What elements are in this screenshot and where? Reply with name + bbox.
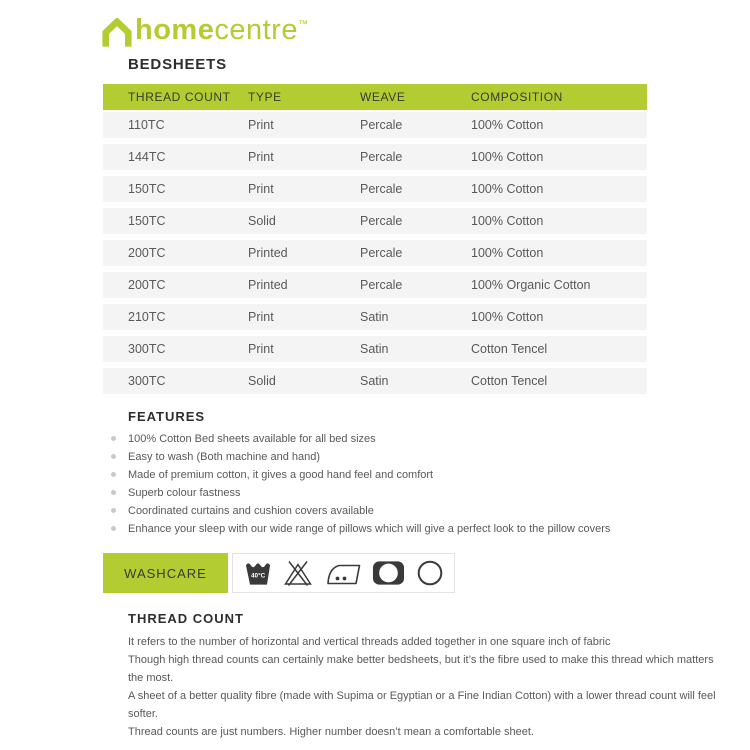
col-header-thread-count: THREAD COUNT [128,90,231,104]
col-header-composition: COMPOSITION [471,90,563,104]
cell-weave: Percale [360,182,403,196]
thread-count-paragraph: Though high thread counts can certainly make better bedsheets, but it’s the fibre used to make this thread which matters the most. [128,654,714,684]
bullet-icon [111,436,116,441]
thread-count-title: THREAD COUNT [128,611,244,626]
thread-count-body [103,633,728,741]
table-row [103,240,647,266]
bullet-icon [111,454,116,459]
cell-type: Print [248,118,274,132]
cell-type: Printed [248,246,288,260]
cell-composition: 100% Cotton [471,150,544,164]
dry-clean-icon [417,560,443,586]
cell-type: Solid [248,214,276,228]
cell-composition: 100% Cotton [471,310,544,324]
cell-weave: Satin [360,310,389,324]
cell-thread-count: 110TC [128,118,165,132]
brand-logo [101,15,308,52]
cell-thread-count: 200TC [128,278,166,292]
cell-weave: Percale [360,118,403,132]
thread-count-paragraph: Thread counts are just numbers. Higher number doesn’t mean a comfortable sheet. [128,726,534,738]
cell-composition: 100% Cotton [471,118,544,132]
house-icon [101,18,133,47]
cell-weave: Percale [360,150,403,164]
table-row [103,304,647,330]
list-item [103,466,728,484]
list-item [103,448,728,466]
bullet-icon [111,472,116,477]
brand-name-home: home [135,14,215,46]
cell-type: Printed [248,278,288,292]
washcare-icons-box [232,553,455,593]
table-row [103,272,647,298]
bullet-icon [111,490,116,495]
list-item [103,520,728,538]
brand-name-centre: centre [214,14,298,46]
table-row [103,336,647,362]
feature-text: Coordinated curtains and cushion covers available [128,505,374,517]
page-title: BEDSHEETS [128,56,227,73]
col-header-weave: WEAVE [360,90,406,104]
cell-weave: Percale [360,278,403,292]
washcare-section [103,553,455,593]
list-item [103,430,728,448]
cell-composition: 100% Cotton [471,214,544,228]
table-row [103,112,647,138]
cell-composition: 100% Cotton [471,182,544,196]
cell-type: Solid [248,374,276,388]
iron-icon [325,561,361,586]
bullet-icon [111,526,116,531]
features-title: FEATURES [128,409,206,424]
cell-thread-count: 300TC [128,374,166,388]
thread-count-paragraph: It refers to the number of horizontal and vertical threads added together in one square inch of fabric [128,636,611,648]
feature-text: Superb colour fastness [128,487,241,499]
cell-composition: 100% Cotton [471,246,544,260]
trademark-symbol: ™ [297,19,309,30]
cell-type: Print [248,342,274,356]
thread-count-section [103,611,728,741]
cell-thread-count: 300TC [128,342,166,356]
feature-text: Made of premium cotton, it gives a good hand feel and comfort [128,469,434,481]
tumble-dry-icon [372,560,405,586]
list-item [103,502,728,520]
features-list [103,430,728,538]
cell-composition: Cotton Tencel [471,342,548,356]
cell-thread-count: 200TC [128,246,166,260]
table-row [103,368,647,394]
table-row [103,176,647,202]
cell-composition: Cotton Tencel [471,374,548,388]
col-header-type: TYPE [248,90,282,104]
cell-type: Print [248,150,274,164]
thread-count-paragraph: A sheet of a better quality fibre (made with Supima or Egyptian or a Fine Indian Cotton) with a lower thread count will feel softer. [128,690,716,720]
wash-40c-icon [245,560,272,586]
table-header-row [103,84,647,110]
brand-name [135,15,308,52]
bullet-icon [111,508,116,513]
feature-text: 100% Cotton Bed sheets available for all bed sizes [128,433,376,445]
bedsheets-spec-table [103,84,647,394]
table-row [103,208,647,234]
cell-thread-count: 150TC [128,214,166,228]
cell-weave: Satin [360,374,389,388]
cell-weave: Satin [360,342,389,356]
cell-weave: Percale [360,214,403,228]
cell-thread-count: 150TC [128,182,166,196]
cell-type: Print [248,182,274,196]
table-row [103,144,647,170]
list-item [103,484,728,502]
cell-weave: Percale [360,246,403,260]
washcare-label: WASHCARE [103,553,228,593]
feature-text: Easy to wash (Both machine and hand) [128,451,321,463]
feature-text: Enhance your sleep with our wide range of pillows which will give a perfect look to the pillow covers [128,523,611,535]
cell-thread-count: 210TC [128,310,166,324]
wash-temp-label: 40°C [250,572,265,580]
cell-composition: 100% Organic Cotton [471,278,591,292]
cell-type: Print [248,310,274,324]
features-section [103,409,728,538]
do-not-bleach-icon [283,560,313,586]
cell-thread-count: 144TC [128,150,166,164]
